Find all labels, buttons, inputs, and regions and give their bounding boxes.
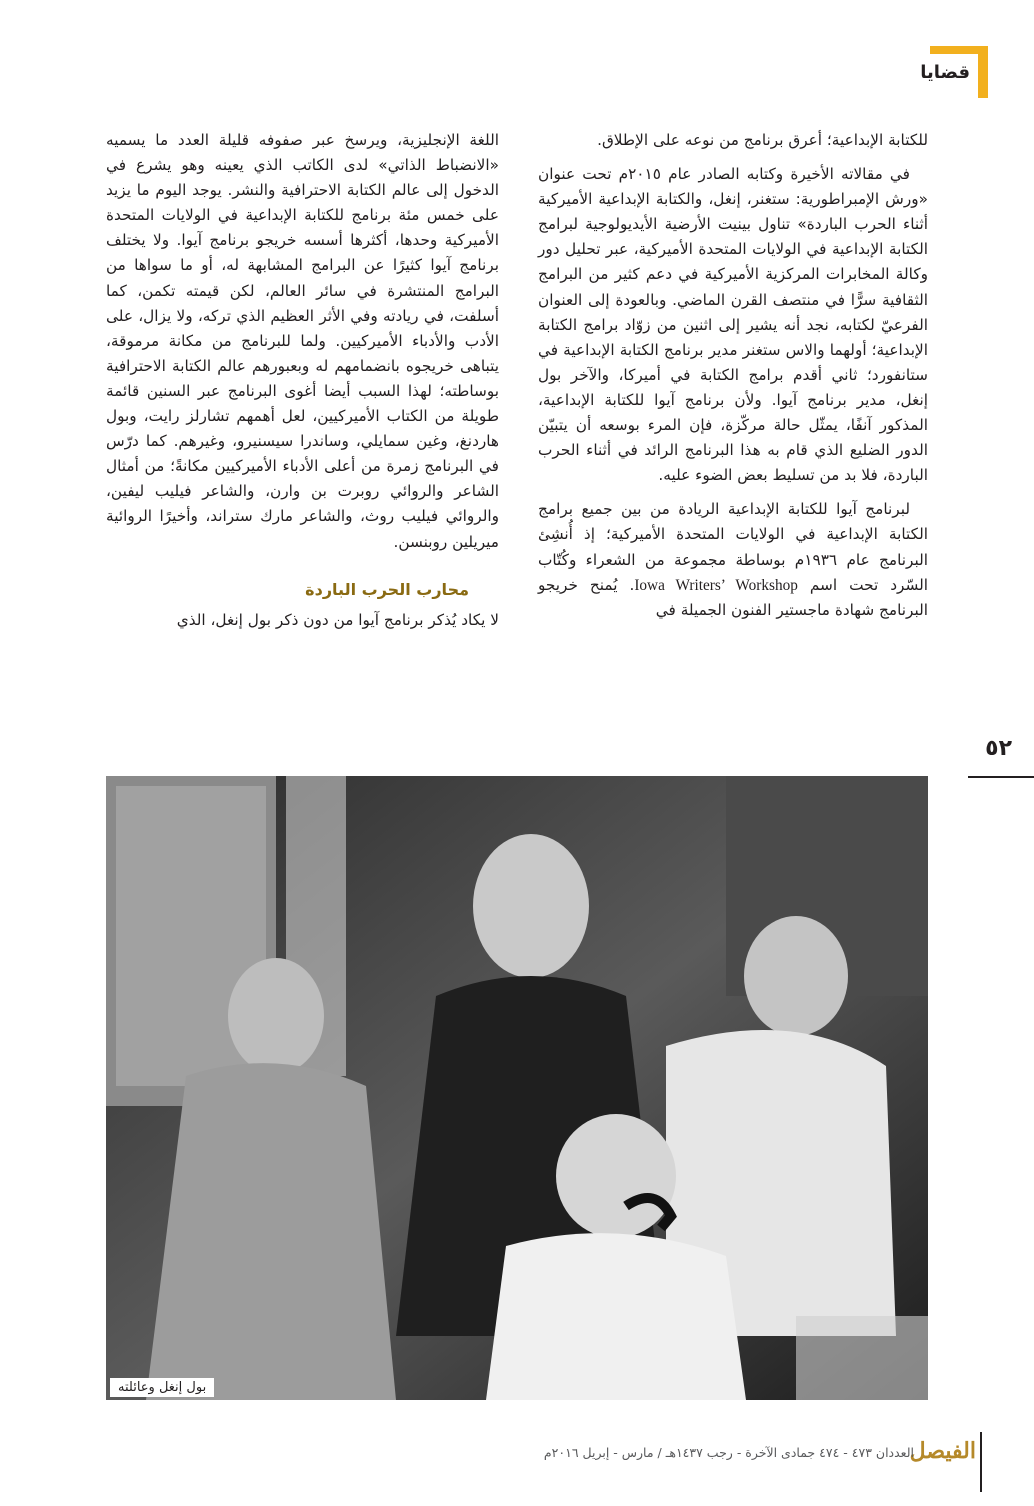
section-tag-bar-top: [930, 46, 988, 54]
paragraph: لبرنامج آيوا للكتابة الإبداعية الريادة من بين جميع برامج الكتابة الإبداعية في الولايات المتحدة الأميركية؛ إذ أُنشِئ البرنامج عام ١٩٣٦م بوساطة مجموعة من الشعراء وكُتّاب السّرد تحت اسم Iowa Writers’ Workshop. يُمنح خريجو البرنامج شهادة ماجستير الفنون الجميلة في: [538, 500, 929, 619]
page-number: [968, 730, 1034, 778]
paragraph: اللغة الإنجليزية، ويرسخ عبر صفوفه قليلة العدد ما يسميه «الانضباط الذاتي» لدى الكاتب الذي يعينه وهو يشرع في الدخول إلى عالم الكتابة الاحترافية والنشر. يوجد اليوم ما يزيد على خمس مئة برنامج للكتابة الإبداعية في الولايات المتحدة الأميركية وحدها، أكثرها أسسه خريجو برنامج آيوا. ولا يختلف برنامج آيوا كثيرًا عن البرامج المشابهة له، أو ما سواها من البرامج المنتشرة في سائر العالم، لكن قيمته تكمن، كما أسلفت، في ريادته وفي الأثر العظيم الذي تركه، ولا يزال، على الأدب والأدباء الأميركيين. ولما للبرنامج من مكانة مرموقة، يتباهى خريجوه بانضمامهم له وبعبورهم عالم الكتابة الاحترافية بوساطته؛ لهذا السبب أيضا أغوى البرنامج عبر السنين قائمة طويلة من الكتاب الأميركيين، لعل أهمهم تشارلز رايت، وبول هاردنغ، وغين سمايلي، وساندرا سيسنيرو، وغيرهم. كما درّس في البرنامج زمرة من أعلى الأدباء الأميركيين مكانةً؛ من أمثال الشاعر والروائي روبرت بن وارن، والشاعر فيليب ليفين، والروائي فيليب روث، والشاعر مارك ستراند، وأخيرًا الروائية ميريلين روبنسن.: [106, 131, 499, 551]
photo-illustration: [106, 776, 928, 1400]
girl-head: [556, 1114, 676, 1238]
paragraph-text: لبرنامج آيوا للكتابة الإبداعية الريادة من بين جميع برامج الكتابة الإبداعية في الولايات المتحدة الأميركية؛ إذ أُنشِئ البرنامج عام ١٩٣٦م بوساطة مجموعة من الشعراء وكُتّاب السّرد تحت اسم: [538, 500, 929, 594]
footer-divider: [980, 1432, 982, 1492]
article-column-left: [106, 128, 499, 642]
man-head: [473, 834, 589, 978]
article-column-right: [538, 128, 928, 632]
girl-blouse: [486, 1233, 746, 1400]
issue-info: العددان ٤٧٣ - ٤٧٤ جمادى الآخرة - رجب ١٤٣٧هـ / مارس - إبريل ٢٠١٦م: [543, 1445, 914, 1460]
section-tag: [904, 46, 988, 98]
woman-head: [228, 958, 324, 1074]
boy-head: [744, 916, 848, 1036]
paragraph-text: يُمنح خريجو البرنامج شهادة ماجستير الفنون الجميلة في: [538, 575, 928, 619]
photo-caption: بول إنغل وعائلته: [110, 1378, 214, 1397]
paragraph: للكتابة الإبداعية؛ أعرق برنامج من نوعه على الإطلاق.: [597, 131, 928, 149]
workshop-latin-name: Iowa Writers’ Workshop: [634, 576, 798, 594]
page-footer: [106, 1440, 976, 1470]
woman-dress: [146, 1063, 396, 1400]
subheading: محارب الحرب الباردة: [305, 579, 469, 599]
page-number-text: ٥٢: [985, 736, 1012, 761]
section-label: قضايا: [920, 62, 970, 83]
paragraph: لا يكاد يُذكر برنامج آيوا من دون ذكر بول إنغل، الذي: [176, 610, 499, 629]
article-photo: [106, 776, 928, 1400]
paragraph: في مقالاته الأخيرة وكتابه الصادر عام ٢٠١٥م تحت عنوان «ورش الإمبراطورية: ستغنر، إنغل، والكتابة الإبداعية الأميركية أثناء الحرب الباردة» تناول بينيت الأرضية الأيديولوجية لبرامج الكتابة الإبداعية في الولايات المتحدة الأميركية، عبر تحليل دور وكالة المخابرات المركزية الأميركية في دعم كثير من البرامج الثقافية سرًّا في منتصف القرن الماضي. وبالعودة إلى العنوان الفرعيّ لكتابه، نجد أنه يشير إلى اثنين من زوّاد برامج الكتابة الإبداعية؛ أولهما والاس ستغنر مدير برنامج الكتابة الإبداعية في ستانفورد؛ ثاني أقدم برامج الكتابة في أميركا، والآخر بول إنغل، مدير برنامج آيوا. ولأن برنامج آيوا للكتابة الإبداعية، المذكور آنفًا، يمثّل حالة مركّزة، فإن المرء بوسعه أن يتبيّن الدور الضليع الذي قام به هذا البرنامج الرائد في أثناء الحرب الباردة، فلا بد من تسليط بعض الضوء عليه.: [538, 165, 928, 485]
magazine-logo: الفيصل: [909, 1438, 976, 1464]
